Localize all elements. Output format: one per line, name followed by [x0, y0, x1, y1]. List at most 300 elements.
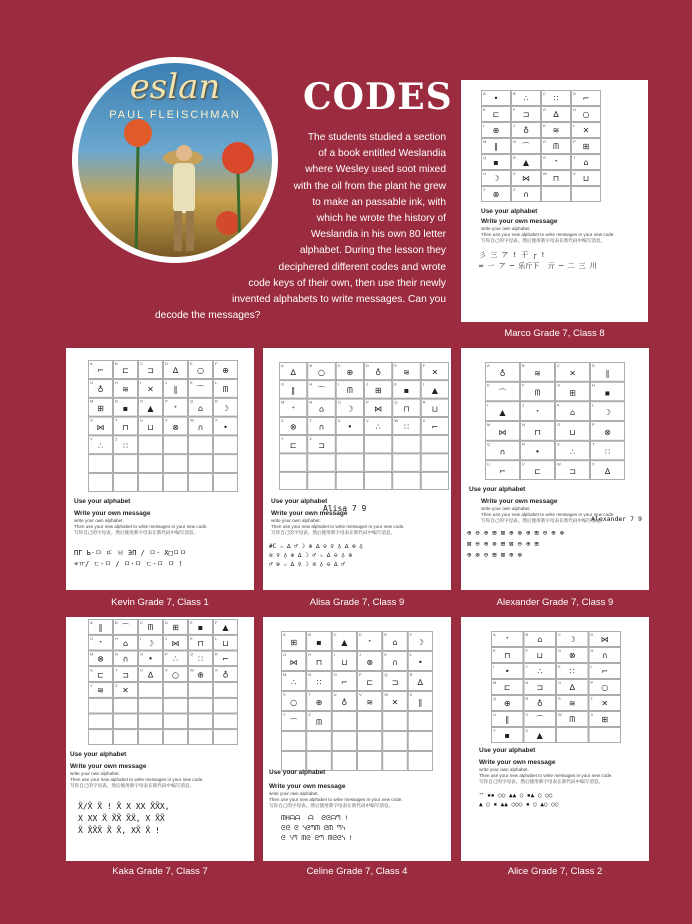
caption-alice: Alice Grade 7, Class 2	[507, 866, 603, 877]
grid-letter: Q	[493, 696, 497, 701]
grid-cell	[164, 474, 188, 492]
grid-glyph: ⊔	[536, 651, 543, 661]
use-alphabet-heading: Use your alphabet	[74, 498, 131, 505]
grid-cell	[542, 187, 571, 202]
grid-glyph: ∴	[537, 667, 543, 677]
desc-line: alphabet. During the lesson they	[299, 245, 446, 257]
grid-glyph: ▲	[341, 638, 348, 647]
grid-glyph: ▪	[403, 386, 410, 396]
grid-letter: B	[525, 632, 529, 637]
grid-letter: W	[190, 667, 194, 673]
grid-glyph: ∷	[316, 678, 322, 687]
grid-glyph: ⊓	[534, 427, 541, 437]
grid-letter: J	[165, 379, 167, 385]
grid-letter: A	[283, 632, 286, 637]
worksheet-kaka	[66, 617, 254, 861]
grid-cell	[139, 730, 163, 745]
grid-letter: P	[165, 398, 168, 404]
grid-cell	[365, 472, 392, 489]
grid-glyph: ⊓	[122, 422, 129, 432]
grid-glyph: ⋈	[498, 427, 507, 437]
grid-letter: L	[592, 402, 595, 408]
grid-letter: R	[215, 398, 218, 404]
grid-letter: Z	[525, 728, 528, 733]
alphabet-grid	[88, 619, 238, 745]
grid-letter: I	[493, 664, 495, 669]
grid-glyph: ⊗	[492, 190, 500, 200]
desc-line: The students studied a section	[307, 132, 446, 143]
grid-glyph: ∥	[173, 385, 178, 395]
grid-letter: C	[543, 91, 546, 96]
grid-letter: V	[525, 712, 529, 717]
grid-glyph: ⌐	[601, 667, 609, 677]
grid-letter: Y	[283, 712, 286, 717]
worksheet-celine	[263, 617, 451, 861]
grid-glyph: ᐩ	[173, 403, 178, 413]
grid-glyph: ✕	[431, 367, 439, 377]
grid-glyph: ᗰ	[316, 718, 322, 727]
grid-glyph: ∴	[97, 441, 104, 451]
grid-glyph: •	[347, 422, 353, 432]
grid-glyph: ⊏	[492, 110, 500, 120]
grid-letter: F	[522, 382, 525, 388]
grid-letter: H	[309, 381, 313, 387]
grid-cell	[214, 714, 238, 729]
grid-letter: G	[90, 635, 94, 641]
grid-glyph: ○	[172, 670, 179, 680]
grid-glyph: ⌐	[499, 467, 506, 477]
grid-cell	[383, 732, 407, 751]
grid-letter: T	[308, 692, 311, 697]
grid-glyph: ᗰ	[147, 623, 154, 633]
grid-glyph: ♁	[536, 699, 543, 709]
desc-line: with the oil from the plant he grew	[293, 180, 446, 192]
grid-glyph: ∴	[375, 422, 381, 432]
grid-glyph: ∥	[418, 698, 423, 707]
grid-letter: Z	[308, 712, 311, 717]
desc-line: of a book entitled Weslandia	[318, 148, 446, 160]
grid-cell	[336, 436, 363, 453]
grid-glyph: ○	[582, 110, 590, 120]
grid-glyph: ∷	[569, 667, 575, 677]
grid-glyph: ≋	[122, 385, 129, 395]
grid-cell	[214, 455, 238, 473]
grid-glyph: ⊕	[503, 699, 511, 709]
grid-letter: X	[590, 712, 594, 717]
write-message-heading: Write your own message	[481, 498, 558, 505]
grid-letter: Z	[309, 436, 312, 442]
grid-letter: Q	[384, 672, 388, 677]
handwritten-message: #C ☆ ∆ ♂ ☽ ⊕ ∆ ⊖ ♀ ♁ ∆ ⊕ ♁ ≋ ♀ ♁ ⊕ ∆ ☽ ♂ ☆ ∆ ⊖ ♁ ⊕ ♂ ⊕ ☆ ∆ ♀ ☽ ≋ ♁ ⊖ ∆ ♂	[269, 543, 363, 568]
grid-glyph: ⌂	[122, 638, 129, 648]
grid-letter: X	[215, 667, 218, 673]
grid-glyph: ○	[318, 367, 325, 377]
grid-letter: O	[558, 680, 562, 685]
caption-alisa: Alisa Grade 7, Class 9	[309, 597, 405, 608]
grid-cell	[358, 712, 382, 731]
grid-letter: U	[487, 461, 490, 467]
grid-letter: J	[359, 652, 361, 657]
grid-glyph: ᗰ	[222, 385, 229, 395]
grid-cell	[383, 712, 407, 731]
desc-line: invented alphabets to write messages. Can you	[231, 294, 446, 306]
grid-letter: I	[483, 123, 485, 128]
grid-glyph: ∴	[172, 654, 179, 664]
grid-letter: N	[522, 422, 525, 427]
grid-letter: U	[333, 692, 337, 697]
grid-cell	[308, 454, 335, 471]
grid-cell	[139, 436, 163, 454]
grid-letter: O	[140, 651, 144, 657]
grid-letter: Z	[513, 187, 516, 192]
grid-letter: B	[115, 361, 118, 366]
grid-glyph: ⊐	[522, 110, 530, 120]
grid-letter: G	[281, 381, 285, 387]
grid-letter: I	[487, 402, 489, 408]
alphabet-grid	[491, 631, 621, 743]
grid-glyph: ⋈	[171, 638, 180, 648]
grid-letter: D	[359, 632, 362, 637]
grid-letter: S	[557, 441, 560, 447]
grid-letter: T	[573, 155, 576, 160]
grid-letter: H	[592, 382, 595, 388]
grid-glyph: ∩	[392, 658, 398, 667]
grid-cell	[408, 712, 432, 731]
grid-cell	[393, 472, 420, 489]
student-name: Alexander 7 9	[591, 515, 642, 523]
grid-glyph: ⌐	[582, 94, 590, 104]
grid-cell	[280, 454, 307, 471]
grid-letter: N	[115, 398, 118, 404]
grid-glyph: ⊞	[97, 403, 104, 413]
grid-cell	[282, 732, 306, 751]
grid-glyph: ∩	[601, 651, 608, 661]
grid-letter: N	[525, 680, 529, 685]
grid-letter: U	[140, 667, 143, 673]
write-message-heading: Write your own message	[74, 510, 151, 517]
grid-cell	[89, 698, 113, 713]
grid-glyph: ⊏	[122, 366, 129, 376]
grid-cell	[89, 714, 113, 729]
grid-letter: K	[384, 652, 388, 657]
grid-letter: N	[308, 672, 312, 677]
grid-letter: M	[281, 399, 285, 405]
grid-letter: K	[557, 402, 560, 408]
grid-glyph: ⌂	[583, 158, 589, 168]
grid-glyph: ⋈	[600, 635, 609, 645]
grid-cell	[164, 683, 188, 698]
grid-glyph: ∥	[291, 386, 296, 396]
grid-cell	[393, 436, 420, 453]
grid-glyph: ☽	[568, 635, 576, 645]
grid-glyph: ▲	[536, 731, 543, 741]
grid-letter: O	[557, 422, 561, 427]
grid-glyph: •	[493, 94, 499, 104]
grid-glyph: ⊓	[403, 404, 410, 414]
grid-glyph: ∩	[318, 422, 325, 432]
grid-glyph: •	[148, 654, 153, 664]
grid-glyph: ⊓	[197, 638, 204, 648]
grid-letter: C	[333, 632, 337, 637]
grid-letter: F	[513, 107, 516, 112]
grid-glyph: ⊗	[366, 658, 374, 667]
grid-letter: Z	[115, 683, 118, 688]
grid-letter: B	[308, 632, 312, 637]
grid-cell	[332, 712, 356, 731]
grid-glyph: ✕	[122, 686, 129, 696]
instructions: write your own alphabet. Then use your new alphabet to write messages in your new code. 写你自己的字母表。然后使用新字母表在新代码中编写消息。	[481, 506, 615, 523]
grid-cell	[189, 455, 213, 473]
grid-letter: I	[140, 379, 142, 385]
grid-glyph: ⌒	[196, 385, 205, 395]
write-message-heading: Write your own message	[479, 759, 556, 766]
grid-glyph: ∷	[403, 422, 410, 432]
grid-glyph: ⋈	[289, 658, 298, 667]
grid-glyph: ⊗	[604, 427, 611, 437]
write-message-heading: Write your own message	[481, 218, 558, 225]
desc-line: deciphered different codes and wrote	[278, 261, 446, 273]
grid-letter: Y	[281, 436, 284, 442]
grid-cell	[557, 728, 589, 743]
grid-glyph: ≋	[568, 699, 576, 709]
grid-letter: J	[522, 402, 524, 408]
grid-letter: H	[115, 635, 118, 641]
grid-letter: C	[337, 363, 341, 368]
grid-letter: X	[215, 417, 218, 423]
grid-letter: U	[483, 171, 486, 176]
grid-letter: E	[190, 361, 193, 366]
student-name: Alisa 7 9	[323, 504, 367, 513]
grid-glyph: ▲	[147, 403, 154, 413]
grid-cell	[164, 455, 188, 473]
grid-letter: H	[115, 379, 118, 385]
grid-glyph: ∆	[553, 110, 559, 120]
grid-letter: S	[90, 417, 93, 423]
grid-letter: K	[394, 381, 398, 387]
grid-cell	[421, 436, 448, 453]
grid-glyph: ♁	[222, 670, 229, 680]
grid-letter: V	[359, 692, 362, 697]
grid-letter: A	[487, 363, 490, 368]
use-alphabet-heading: Use your alphabet	[481, 208, 538, 215]
grid-glyph: ⊐	[391, 678, 399, 687]
grid-glyph: •	[535, 447, 540, 457]
grid-glyph: ᐩ	[98, 638, 103, 648]
grid-letter: P	[366, 399, 369, 405]
grid-letter: U	[140, 417, 143, 423]
page-title: CODES	[303, 76, 453, 118]
grid-letter: N	[309, 399, 313, 405]
grid-letter: W	[558, 712, 562, 717]
grid-glyph: ᗰ	[553, 142, 559, 152]
grid-letter: T	[592, 441, 595, 447]
grid-cell	[332, 732, 356, 751]
grid-glyph: ○	[290, 698, 298, 707]
desc-line: code keys of their own, then use their newly	[248, 277, 446, 289]
grid-glyph: ⊏	[534, 467, 541, 477]
grid-glyph: ⊐	[122, 670, 129, 680]
grid-glyph: •	[223, 422, 228, 432]
use-alphabet-heading: Use your alphabet	[269, 769, 326, 776]
grid-letter: O	[337, 399, 341, 405]
grid-cell	[365, 436, 392, 453]
grid-glyph: ⊞	[569, 388, 576, 398]
handwritten-message: ᐩᐩ ▪▪ ○○ ▲▲ ○ ▪▲ ○ ○○ ▲ ○ ▪ ▲▲ ○○○ ▪ ○ ▲○ ○○	[479, 792, 559, 808]
grid-letter: S	[283, 692, 286, 697]
grid-cell	[139, 474, 163, 492]
handwritten-message: ΠΓ Ь·ㅁ ㄸ ㅂ ЭΠ / ㅁ· X□ㅁㅁ +ㅠ/ ㄷ-ㅁ / ㅁ·ㅁ ㄷ-ㅁ ㅁ !	[74, 549, 187, 568]
grid-glyph: ▪	[504, 731, 510, 741]
grid-letter: M	[283, 672, 287, 677]
grid-letter: S	[281, 417, 284, 423]
grid-glyph: ▲	[522, 158, 530, 168]
grid-letter: R	[513, 155, 516, 160]
grid-glyph: ☽	[603, 408, 612, 418]
grid-letter: E	[483, 107, 486, 112]
grid-glyph: ✕	[582, 126, 590, 136]
grid-cell	[336, 454, 363, 471]
grid-glyph: ⌒	[121, 623, 130, 633]
grid-letter: E	[493, 648, 496, 653]
grid-glyph: ⊓	[504, 651, 511, 661]
grid-cell	[139, 683, 163, 698]
grid-cell	[114, 714, 138, 729]
grid-glyph: ∆	[147, 670, 154, 680]
grid-letter: W	[394, 417, 399, 423]
grid-letter: C	[557, 363, 560, 368]
desc-line: where Wesley used soot mixed	[305, 164, 446, 176]
grid-letter: E	[190, 620, 193, 625]
grid-glyph: ≋	[403, 367, 410, 377]
worksheet-marco	[461, 80, 648, 322]
grid-glyph: ⌂	[569, 408, 576, 418]
grid-glyph: ▲	[431, 386, 438, 396]
worksheet-alice	[461, 617, 649, 861]
grid-glyph: ▲	[222, 623, 229, 633]
grid-glyph: ▪	[197, 623, 204, 633]
grid-glyph: ≋	[534, 368, 541, 378]
grid-letter: I	[333, 652, 335, 657]
write-message-heading: Write your own message	[269, 783, 346, 790]
grid-letter: F	[215, 361, 218, 366]
grid-glyph: ▪	[316, 638, 322, 647]
grid-glyph: ⊗	[289, 422, 297, 432]
caption-kevin: Kevin Grade 7, Class 1	[111, 597, 209, 608]
grid-letter: D	[366, 363, 369, 368]
grid-glyph: ⊐	[318, 440, 325, 450]
grid-cell	[164, 714, 188, 729]
grid-glyph: ᐩ	[291, 404, 295, 414]
grid-letter: L	[215, 635, 218, 641]
grid-letter: D	[573, 91, 576, 96]
grid-letter: J	[165, 635, 167, 641]
book-author: PAUL FLEISCHMAN	[109, 109, 241, 121]
grid-letter: R	[409, 672, 413, 677]
instructions: write your own alphabet. Then use your new alphabet to write messages in your new code. 写你自己的字母表。然后使用新字母表在新代码中编写消息。	[70, 771, 204, 788]
alphabet-grid	[88, 360, 238, 492]
grid-letter: B	[309, 363, 313, 368]
grid-letter: G	[558, 648, 562, 653]
grid-cell	[189, 474, 213, 492]
grid-glyph: ∷	[604, 447, 611, 457]
grid-cell	[358, 732, 382, 751]
grid-letter: K	[190, 379, 193, 385]
desc-line-last: decode the messages?	[155, 310, 261, 322]
grid-letter: X	[573, 171, 576, 176]
grid-letter: T	[115, 417, 118, 423]
handwritten-message: 彡 三 ア ! 干 ┌ ! ═ 一 ア ─ 乐斤下 亓 ─ 二 三 川	[479, 251, 597, 270]
grid-glyph: ⊏	[366, 678, 374, 687]
grid-letter: V	[522, 461, 525, 467]
grid-letter: S	[543, 155, 546, 160]
grid-letter: G	[543, 107, 547, 112]
handwritten-message: ᗰᕼᗩᗩ ᗩ ᘓᘓᗩᘉ ! ᘓᘓ ᘓ ᓭᘓᘉᗰ ᘓᗰ ᘉᓭ ᘓ ᓭᘉ ᗰᘓ ᘓᘉ ᗰᘓᘓᓭ !	[281, 814, 353, 842]
grid-glyph: ∥	[494, 142, 498, 152]
grid-letter: T	[590, 696, 593, 701]
grid-glyph: ⊔	[341, 658, 348, 667]
grid-letter: X	[592, 461, 595, 467]
grid-glyph: ⊔	[222, 638, 229, 648]
grid-letter: B	[522, 363, 525, 368]
grid-letter: V	[366, 417, 369, 423]
grid-glyph: ⊔	[582, 174, 590, 184]
grid-cell	[114, 455, 138, 473]
grid-glyph: ⊕	[346, 367, 354, 377]
grid-glyph: ≋	[366, 698, 374, 707]
grid-glyph: ∩	[197, 422, 204, 432]
grid-cell	[308, 472, 335, 489]
grid-letter: S	[558, 696, 561, 701]
grid-glyph: ⊗	[172, 422, 179, 432]
grid-letter: S	[90, 667, 93, 673]
grid-glyph: ∆	[290, 367, 296, 377]
grid-letter: N	[115, 651, 118, 657]
grid-letter: O	[333, 672, 337, 677]
grid-glyph: ☽	[221, 403, 230, 413]
grid-letter: F	[422, 363, 426, 368]
grid-glyph: ∆	[172, 366, 179, 376]
grid-glyph: ∆	[569, 683, 575, 693]
grid-letter: Y	[90, 683, 93, 688]
grid-cell	[114, 698, 138, 713]
grid-letter: A	[90, 620, 93, 625]
grid-letter: E	[384, 632, 388, 637]
grid-cell	[139, 714, 163, 729]
grid-letter: C	[140, 361, 143, 366]
use-alphabet-heading: Use your alphabet	[469, 486, 526, 493]
handwritten-message: ⊕ ⊖ ⊕ ⊞ ⊠ ⊕ ⊗ ⊕ ⊞ ⊖ ⊕ ⊗ ⊠ ⊖ ⊕ ⊗ ⊞ ⊠ ⊖ ⊕ ⊞ ⊕ ⊗ ⊖ ⊞ ⊠ ⊕ ⊗	[467, 529, 564, 559]
caption-celine: Celine Grade 7, Class 4	[306, 866, 408, 877]
grid-letter: X	[409, 692, 413, 697]
grid-letter: R	[215, 651, 218, 657]
grid-letter: Q	[190, 651, 194, 657]
grid-glyph: ᗰ	[346, 386, 353, 396]
handwritten-message: X̃/X̃ X̃ ! X̃ X XX X̃X̃X, X XX X̃ X̃X̃ X̃X̃, X X̃X̃ X̃ X̃X̃X̃ X̃ X̃, XX̃ X̃ !	[78, 802, 170, 835]
grid-glyph: ∩	[122, 654, 129, 664]
grid-cell	[336, 472, 363, 489]
grid-letter: M	[493, 680, 497, 685]
grid-letter: Y	[483, 187, 486, 192]
grid-glyph: ⌒	[317, 386, 326, 396]
grid-letter: V	[165, 667, 168, 673]
grid-glyph: ⊐	[147, 366, 154, 376]
book-title: eslan	[129, 67, 221, 107]
grid-letter: H	[590, 648, 594, 653]
grid-letter: L	[422, 381, 425, 387]
grid-glyph: ᗰ	[534, 388, 541, 398]
grid-letter: U	[337, 417, 341, 423]
grid-letter: H	[573, 107, 576, 112]
